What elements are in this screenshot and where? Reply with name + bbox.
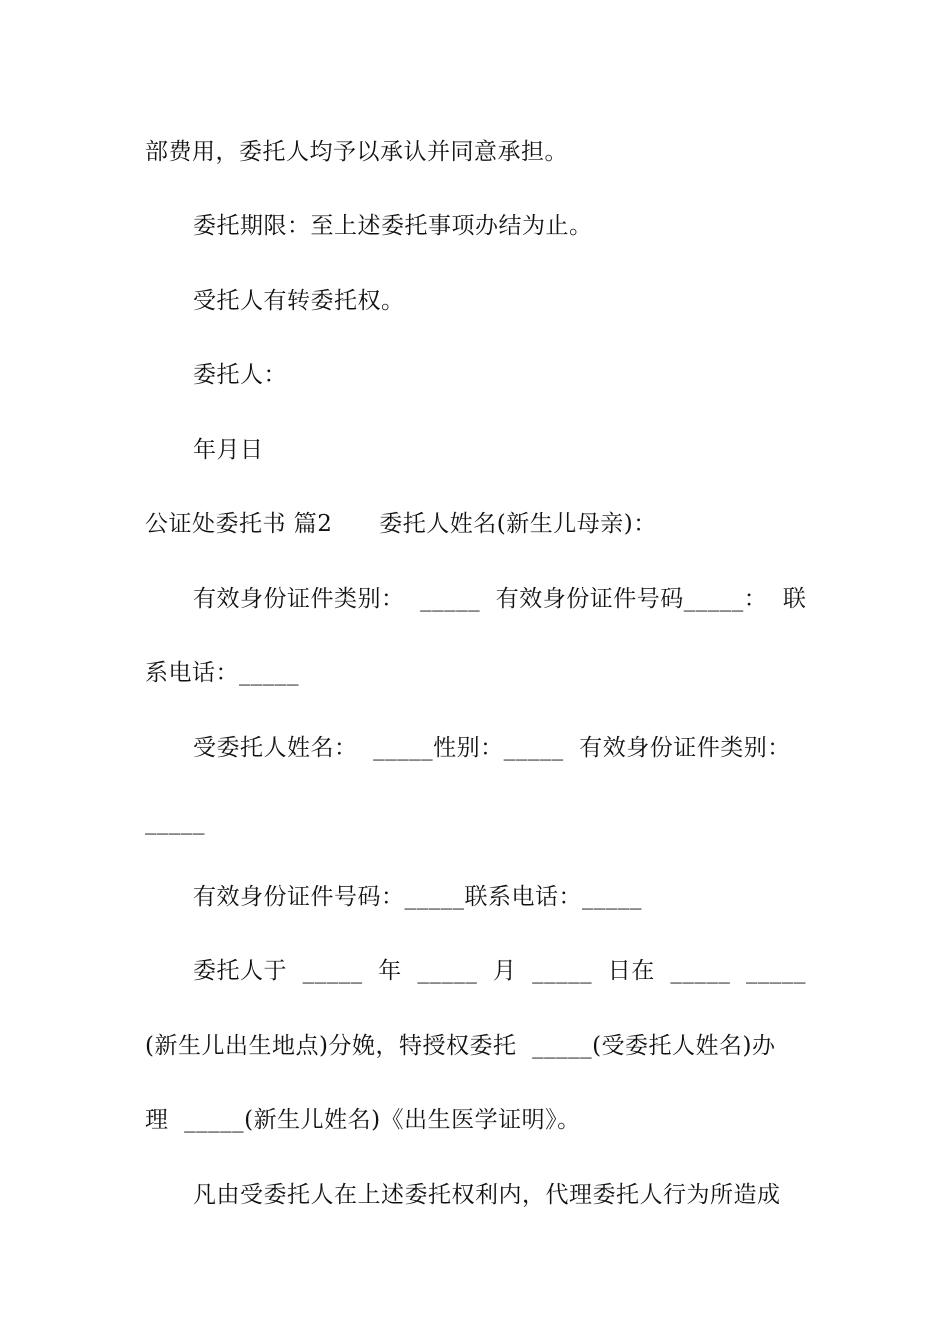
paragraph-line: 部费用，委托人均予以承认并同意承担。 <box>145 139 568 165</box>
paragraph-line: 有效身份证件类别： _____ 有效身份证件号码_____： 联 <box>193 586 807 612</box>
section-heading-line: 公证处委托书 篇2 委托人姓名(新生儿母亲)： <box>145 511 657 537</box>
paragraph-line: 凡由受委托人在上述委托权利内，代理委托人行为所造成 <box>193 1182 781 1208</box>
paragraph-line: 年月日 <box>193 437 264 463</box>
paragraph-line: 系电话：_____ <box>145 660 299 686</box>
paragraph-line: _____ <box>145 809 205 835</box>
paragraph-line: 受委托人姓名： _____性别：_____ 有效身份证件类别： <box>193 735 791 761</box>
paragraph-line: 有效身份证件号码：_____联系电话：_____ <box>193 884 642 910</box>
paragraph-line: 委托人： <box>193 362 287 388</box>
paragraph-line: (新生儿出生地点)分娩，特授权委托 _____(受委托人姓名)办 <box>145 1033 776 1059</box>
paragraph-line: 委托人于 _____ 年 _____ 月 _____ 日在 _____ _____ <box>193 958 806 984</box>
paragraph-line: 理 _____(新生儿姓名)《出生医学证明》。 <box>145 1107 581 1133</box>
paragraph-line: 受托人有转委托权。 <box>193 288 405 314</box>
paragraph-line: 委托期限：至上述委托事项办结为止。 <box>193 213 593 239</box>
